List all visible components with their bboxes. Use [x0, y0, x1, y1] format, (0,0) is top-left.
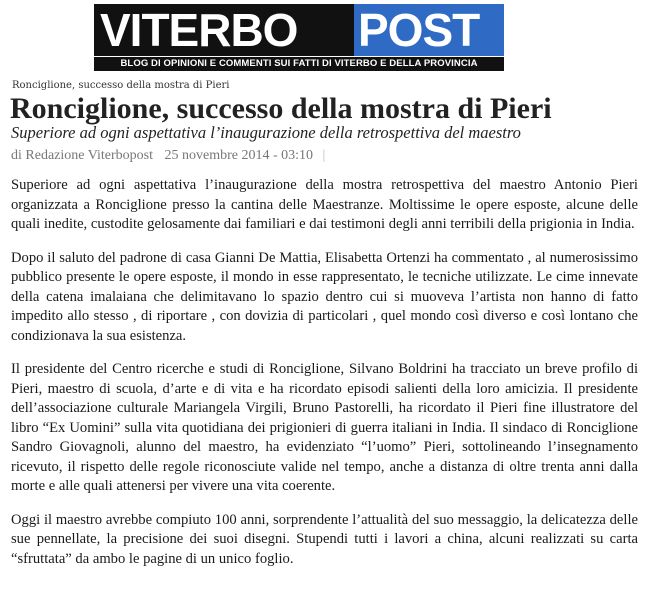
breadcrumb[interactable]: Ronciglione, successo della mostra di Pieri	[12, 80, 230, 91]
article-paragraph: Il presidente del Centro ricerche e studi di Ronciglione, Silvano Boldrini ha tracciato un breve profilo di Pieri, maestro di scuola, d’arte e di vita e ha ricordato episodi salienti della loro amicizia. Il presidente dell’associazione culturale Mariangela Virgili, Bruno Pastorelli, ha ricordato il Pieri fine illustratore del libro “Ex Uomini” sulla vita quotidiana dei prigionieri di guerra italiani in India. Il sindaco di Ronciglione Sandro Giovagnoli, alunno del maestro, ha evidenziato “l’uomo” Pieri, sottolineando l’insegnamento ricevuto, il rispetto delle regole riconosciute valide nel tempo, anche a distanza di oltre trenta anni dalla morte e alle quali attenersi per vivere una vita coerente.	[11, 361, 638, 494]
logo-word-post: POST	[358, 4, 480, 56]
article-meta	[11, 148, 325, 164]
article-title: Ronciglione, successo della mostra di Pieri	[10, 92, 552, 125]
site-logo[interactable]	[94, 4, 504, 70]
article-paragraph: Oggi il maestro avrebbe compiuto 100 anni, sorprendente l’attualità del suo messaggio, la delicatezza delle sue pennellate, la precisione dei suoi disegni. Stupendi tutti i lavori a china, alcuni realizzati su carta “sfruttata” da ambo le pagine di un unico foglio.	[11, 511, 638, 567]
article-paragraph: Superiore ad ogni aspettativa l’inaugurazione della mostra retrospettiva del maestro Antonio Pieri organizzata a Ronciglione presso la cantina delle Maestranze. Moltissime le opere esposte, alcune delle quali inedite, custodite gelosamente dai familiari e dai testimoni degli anni terribili della prigionia in India.	[11, 177, 638, 232]
article-author[interactable]: di Redazione Viterbopost	[11, 148, 153, 163]
article-paragraph: Dopo il saluto del padrone di casa Gianni De Mattia, Elisabetta Ortenzi ha commentato , al numerosissimo pubblico presente le opere esposte, il mondo in esse rappresentato, le tecniche utilizzate. Le cime innevate della catena imalaiana che delimitavano lo spazio dentro cui si muoveva l’artista non hanno di fatto impedito allo stesso , di riportare , con dovizia di particolari , quel mondo così diverso e così lontano che condizionava la sua esistenza.	[11, 249, 638, 344]
logo-word-viterbo: VITERBO	[100, 4, 298, 56]
meta-separator: |	[322, 148, 326, 163]
logo-tagline: BLOG DI OPINIONI E COMMENTI SUI FATTI DI VITERBO E DELLA PROVINCIA	[94, 57, 504, 71]
article-date: 25 novembre 2014 - 03:10	[164, 148, 314, 163]
article-body	[11, 176, 638, 583]
article-subtitle: Superiore ad ogni aspettativa l’inaugurazione della retrospettiva del maestro	[11, 123, 521, 142]
